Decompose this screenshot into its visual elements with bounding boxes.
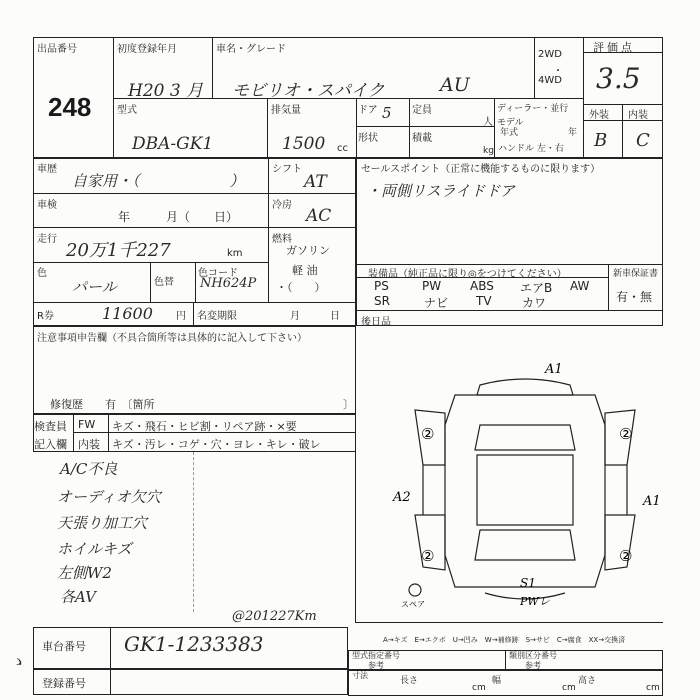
- interior-label: 内装: [78, 438, 100, 451]
- classification-sub: 参考: [525, 661, 541, 670]
- cooler-value: AC: [306, 206, 332, 226]
- warranty-label: 新車保証書: [613, 269, 659, 279]
- shift-value: AT: [304, 172, 327, 192]
- damage-legend: A→キズ E→エクボ U→凹み W→補修跡 S→サビ C→腐食 XX→交換済: [383, 636, 626, 644]
- equip-abs[interactable]: ABS: [470, 279, 494, 293]
- ext-grade: B: [594, 130, 608, 151]
- remark-5: 左側W2: [57, 564, 112, 582]
- inspection-label: 車検: [37, 200, 57, 211]
- doors-label: ドア: [358, 105, 378, 116]
- equip-sr[interactable]: SR: [374, 294, 390, 308]
- fuel-label: 燃料: [272, 234, 292, 245]
- dims-label: 寸法: [352, 671, 368, 680]
- remark-2: オーディオ欠穴: [57, 488, 161, 506]
- model-year-label: モデル: [497, 118, 524, 128]
- first-reg-label: 初度登録年月: [117, 44, 177, 55]
- recycle-unit: 円: [176, 311, 186, 322]
- color-label: 色: [37, 268, 47, 279]
- remark-3: 天張り加工穴: [57, 514, 148, 532]
- first-reg-value: H20 3 月: [128, 81, 204, 101]
- color-swap-label: 色替: [154, 277, 174, 288]
- fw-items: キズ・飛石・ヒビ割・リペア跡・×要: [112, 420, 297, 433]
- dims-width: 幅: [492, 676, 502, 686]
- remark-6: 各AV: [60, 588, 96, 606]
- lot-number: 248: [48, 92, 92, 122]
- damage-s1: S1: [520, 576, 536, 590]
- model-label: 型式: [117, 105, 137, 116]
- classification-label: 類別区分番号: [509, 651, 557, 660]
- wheel-mark-rl: ②: [421, 547, 435, 565]
- year-unit: 年: [568, 128, 578, 138]
- equip-ps[interactable]: PS: [374, 279, 389, 293]
- ext-label: 外装: [589, 110, 609, 121]
- int-grade: C: [636, 130, 650, 151]
- name-change-label: 名変期限: [197, 311, 237, 322]
- equip-leather[interactable]: カワ: [522, 296, 547, 310]
- damage-diagram: [395, 355, 665, 615]
- chassis-value: GK1-1233383: [124, 632, 264, 656]
- displacement-unit: cc: [337, 143, 348, 154]
- equip-tv[interactable]: TV: [476, 294, 492, 308]
- model-value: DBA-GK1: [132, 134, 214, 154]
- spare-label: スペア: [401, 600, 425, 609]
- displacement-value: 1500: [282, 134, 326, 154]
- margin-mark: ゝ: [8, 652, 26, 673]
- designation-label: 型式指定番号: [352, 651, 400, 660]
- load-unit: kg: [483, 146, 494, 156]
- wheel-mark-rr: ②: [619, 547, 633, 565]
- color-value: パール: [72, 278, 117, 296]
- equip-airbag[interactable]: エアB: [520, 281, 553, 295]
- car-name-label: 車名・グレード: [216, 44, 286, 55]
- repair-close: 〕: [343, 398, 354, 411]
- score-value: 3.5: [596, 62, 641, 95]
- dims-height-unit: cm: [646, 683, 660, 693]
- remark-4: ホイルキズ: [57, 540, 132, 558]
- name-change-value: 月 日: [290, 311, 340, 322]
- grade-value: AU: [440, 74, 470, 96]
- score-label: 評価点: [593, 41, 635, 54]
- shape-label: 形状: [358, 133, 378, 144]
- doors-value: 5: [382, 104, 392, 122]
- dims-length: 長さ: [400, 676, 419, 686]
- dims-length-unit: cm: [472, 683, 486, 693]
- inspector-label: 検査員: [34, 420, 67, 433]
- year-label: 年式: [500, 128, 519, 138]
- shift-label: シフト: [272, 164, 302, 175]
- repair-label: 修復歴 有 〔箇所: [50, 398, 155, 411]
- entry-label: 記入欄: [34, 438, 67, 451]
- cooler-label: 冷房: [272, 200, 292, 211]
- mileage-label: 走行: [37, 234, 57, 245]
- dealer-label: ディーラー・並行: [497, 104, 569, 114]
- damage-a2-left: A2: [393, 490, 411, 505]
- inspection-value: 年 月（ 日）: [118, 210, 239, 224]
- equip-pw[interactable]: PW: [422, 279, 442, 293]
- drive-2wd: 2WD: [538, 49, 562, 60]
- rear-seat-label: 後日品: [361, 317, 391, 328]
- equip-aw[interactable]: AW: [570, 279, 590, 293]
- notes-label: 注意事項申告欄（不具合箇所等は具体的に記入して下さい）: [37, 333, 307, 344]
- warranty-value: 有・無: [616, 290, 653, 304]
- remark-date: @201227Km: [232, 609, 317, 624]
- lot-label: 出品番号: [37, 44, 77, 55]
- dims-frame: [348, 670, 663, 696]
- designation-sub: 参考: [368, 661, 384, 670]
- fuel-gas: ガソリン: [286, 244, 330, 257]
- remark-1: A/C不良: [60, 460, 118, 478]
- displacement-label: 排気量: [271, 105, 301, 116]
- int-label: 内装: [628, 110, 648, 121]
- mileage-unit: km: [227, 248, 243, 259]
- capacity-label: 定員: [412, 105, 432, 116]
- fuel-other: ・（ ）: [276, 281, 326, 294]
- interior-items: キズ・汚レ・コゲ・穴・ヨレ・キレ・破レ: [112, 438, 321, 451]
- dims-width-unit: cm: [562, 683, 576, 693]
- drive-dot: ・: [553, 66, 563, 77]
- color-code-label: 色コード: [198, 268, 238, 279]
- history-label: 車歴: [37, 164, 57, 175]
- recycle-label: R券: [37, 311, 54, 322]
- equipment-grid: [360, 279, 604, 311]
- car-name-value: モビリオ・スパイク: [232, 81, 385, 101]
- handle-label: ハンドル 左・右: [498, 144, 564, 154]
- dims-height: 高さ: [578, 676, 597, 686]
- mileage-value: 20万1千227: [66, 240, 171, 261]
- recycle-value: 11600: [102, 304, 153, 323]
- fuel-diesel: 軽 油: [292, 264, 318, 277]
- equipment-label: 装備品（純正品に限り◎をつけてください）: [368, 269, 567, 280]
- wheel-mark-fl: ②: [421, 425, 435, 443]
- damage-pwl: PWレ: [520, 595, 550, 608]
- chassis-label: 車台番号: [42, 640, 86, 653]
- registration-label: 登録番号: [42, 677, 86, 690]
- damage-a1-top: A1: [545, 362, 563, 377]
- fw-label: FW: [78, 418, 96, 431]
- equip-navi[interactable]: ナビ: [424, 296, 449, 310]
- drive-4wd: 4WD: [538, 75, 562, 86]
- wheel-mark-fr: ②: [619, 425, 633, 443]
- damage-a1-right: A1: [643, 494, 661, 509]
- selling-points-label: セールスポイント（正常に機能するものに限ります）: [361, 164, 601, 175]
- capacity-unit: 人: [483, 117, 493, 128]
- load-label: 積載: [412, 133, 432, 144]
- color-code-value: NH624P: [200, 276, 257, 291]
- history-value: 自家用・（ ）: [72, 172, 245, 190]
- selling-points-value: ・両側リスライドドア: [366, 182, 515, 200]
